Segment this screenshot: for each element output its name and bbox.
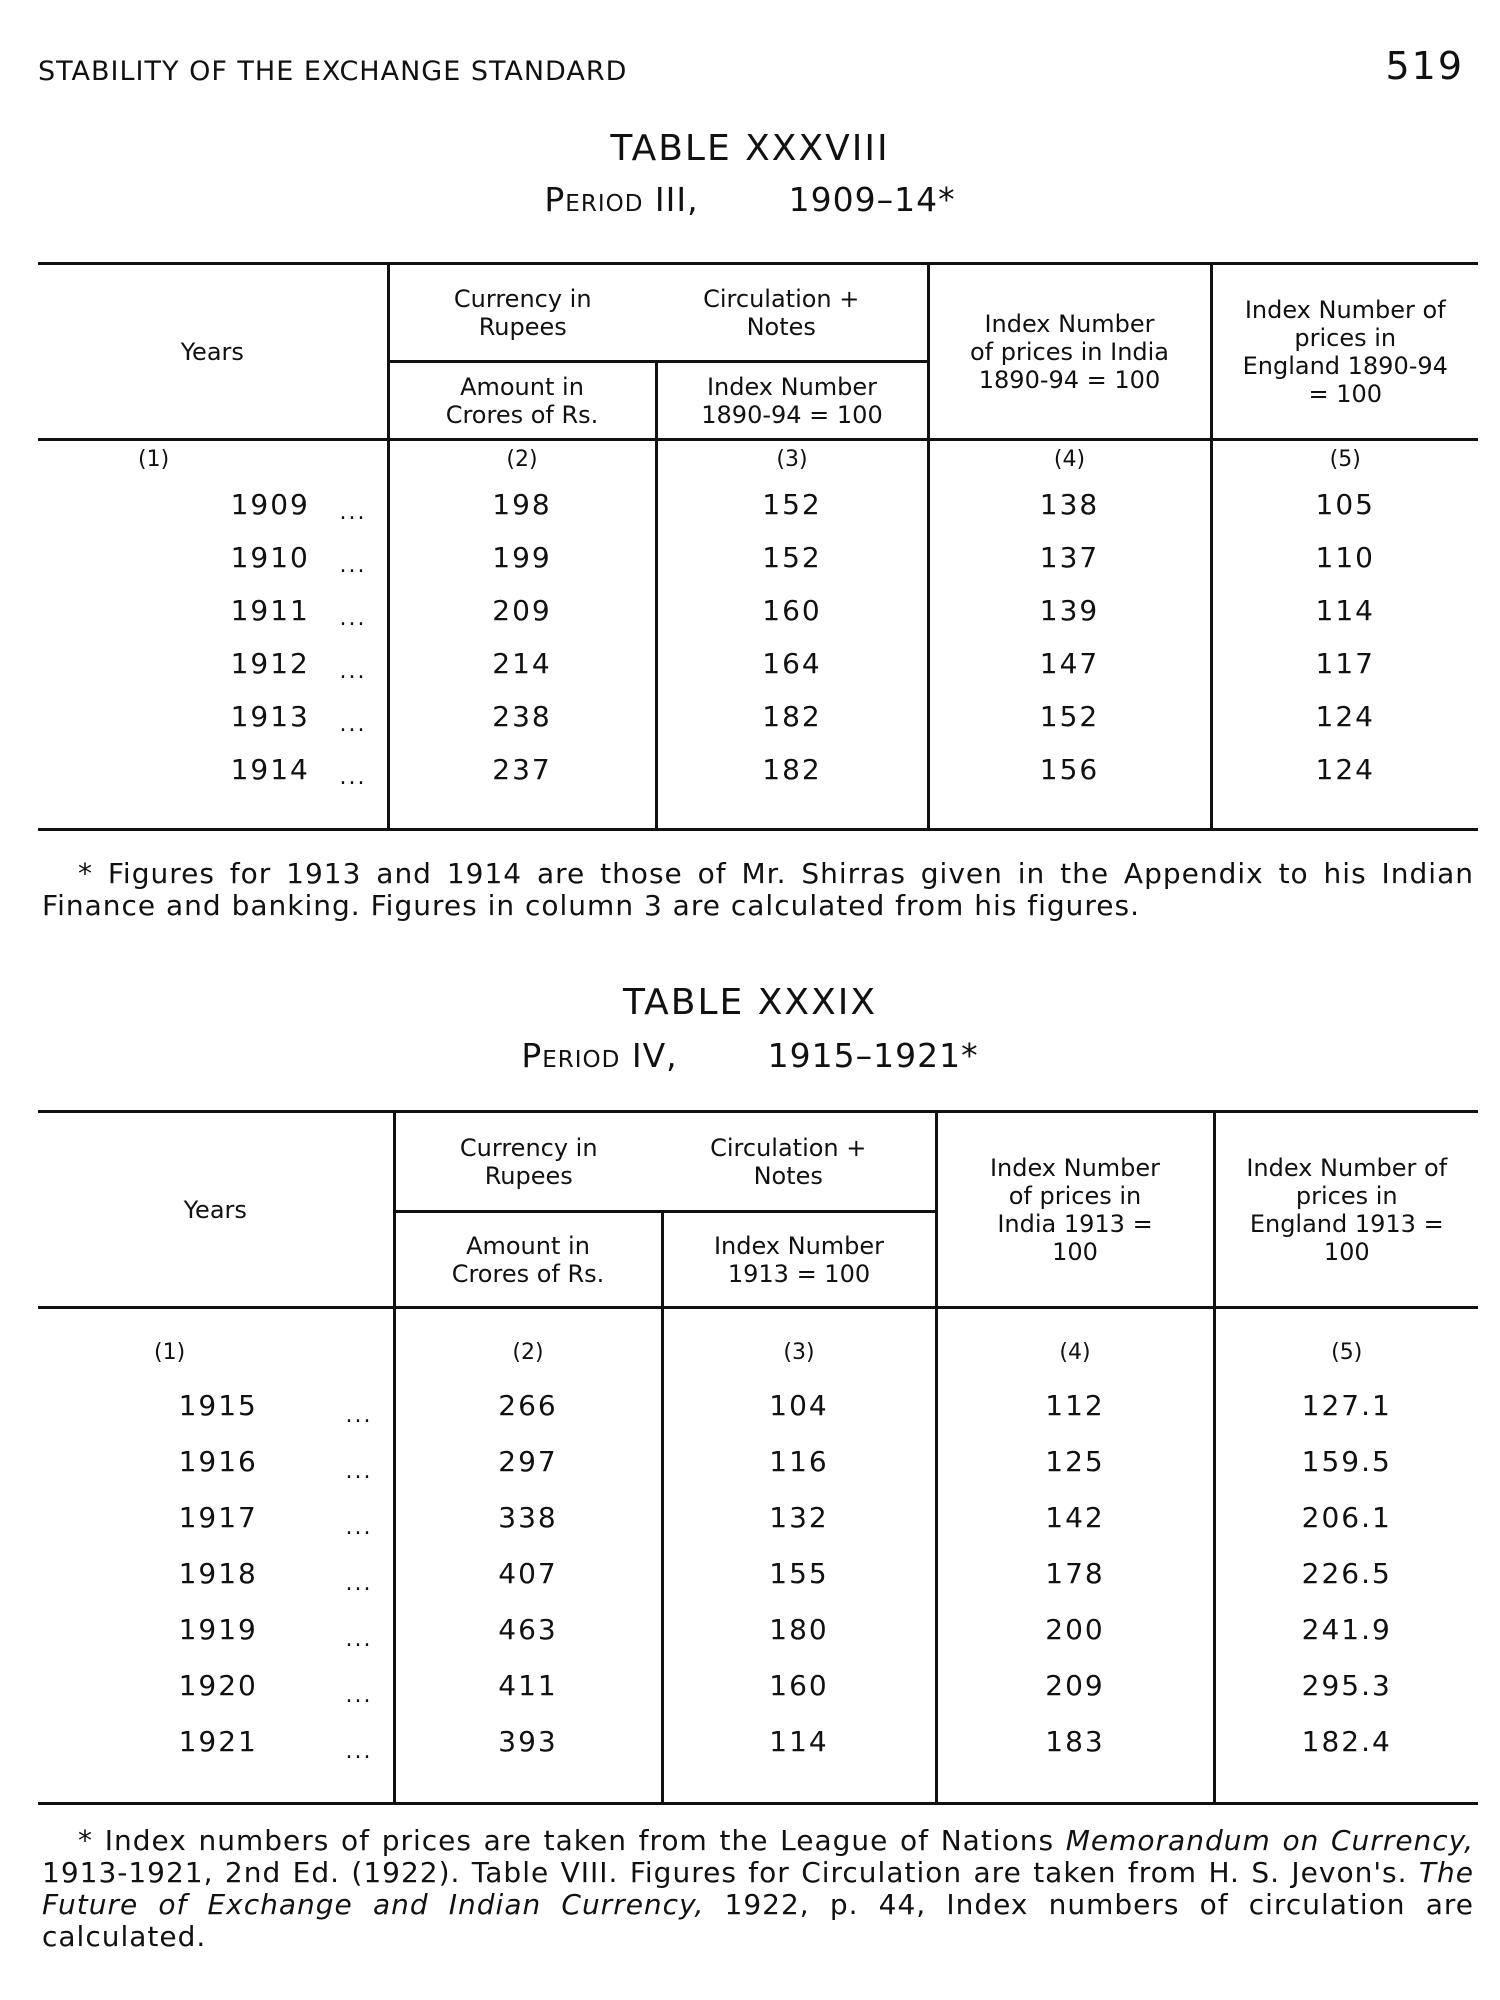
table1-header-england: Index Number of prices in England 1890-94 = 100 xyxy=(1211,264,1478,440)
table-row xyxy=(38,1434,1478,1490)
table2-index: 114 xyxy=(662,1714,936,1770)
table1-amount: 214 xyxy=(388,637,656,690)
table1-year: 1909 ... xyxy=(38,478,388,531)
table1-year: 1914 ... xyxy=(38,743,388,796)
table1-period-label: Period III, xyxy=(544,180,699,219)
table1-title: TABLE XXXVIII xyxy=(610,128,890,169)
table2-header-amount: Amount in Crores of Rs. xyxy=(394,1212,662,1308)
table-row xyxy=(38,690,1478,743)
table2-india: 183 xyxy=(936,1714,1214,1770)
table-row xyxy=(38,1490,1478,1546)
table2-period xyxy=(0,1036,1500,1075)
table2-colno-2: (2) xyxy=(394,1308,662,1378)
table1-india: 156 xyxy=(928,743,1211,796)
table2-colno-4: (4) xyxy=(936,1308,1214,1378)
table1-colno-3: (3) xyxy=(656,440,928,478)
table2-amount: 407 xyxy=(394,1546,662,1602)
table2-header-group-left: Currency in Rupees xyxy=(394,1112,662,1212)
table-row xyxy=(38,1378,1478,1434)
table2-year: 1921 ... xyxy=(38,1714,394,1770)
table1-amount: 238 xyxy=(388,690,656,743)
table2-index: 160 xyxy=(662,1658,936,1714)
table-row xyxy=(38,637,1478,690)
table1-england: 124 xyxy=(1315,699,1375,733)
table1-year: 1910 ... xyxy=(38,531,388,584)
table1-amount: 237 xyxy=(388,743,656,796)
table2-header-england: Index Number of prices in England 1913 = 100 xyxy=(1214,1112,1478,1308)
footnote-title: Memorandum on Currency, xyxy=(1065,1824,1474,1857)
table2-amount: 338 xyxy=(394,1490,662,1546)
table1-india: 147 xyxy=(928,637,1211,690)
table2-header-india: Index Number of prices in India 1913 = 100 xyxy=(936,1112,1214,1308)
table2-india: 200 xyxy=(936,1602,1214,1658)
table2-index: 132 xyxy=(662,1490,936,1546)
table2-india: 178 xyxy=(936,1546,1214,1602)
table2-title: TABLE XXXIX xyxy=(622,982,878,1023)
table1-india: 152 xyxy=(928,690,1211,743)
table1-england: 105 xyxy=(1315,487,1375,521)
footnote-title: The Future of Exchange and Indian Currency, xyxy=(42,1856,1474,1921)
table-row xyxy=(38,1602,1478,1658)
table2-year: 1917 ... xyxy=(38,1490,394,1546)
table2-header-index: Index Number 1913 = 100 xyxy=(662,1212,936,1308)
table2-year: 1918 ... xyxy=(38,1546,394,1602)
table1-india: 138 xyxy=(928,478,1211,531)
table2-england: 159.5 xyxy=(1301,1445,1392,1478)
table1-index: 152 xyxy=(656,531,928,584)
footnote-text: 1913-1921, 2nd Ed. (1922). Table VIII. Figures for Circulation are taken from H. S. Jevon's. xyxy=(42,1856,1419,1889)
table-row xyxy=(38,531,1478,584)
table1-india: 139 xyxy=(928,584,1211,637)
footnote-text: * Index numbers of prices are taken from the League of Nations xyxy=(78,1824,1066,1857)
table1-england: 124 xyxy=(1315,752,1375,786)
footnote-text: 1922, p. 44, Index numbers of circulation are calculated. xyxy=(42,1888,1474,1953)
table2-footnote xyxy=(42,1825,1474,1953)
table1-index: 152 xyxy=(656,478,928,531)
table2 xyxy=(38,1110,1478,1805)
table2-year: 1916 ... xyxy=(38,1434,394,1490)
table2-index: 155 xyxy=(662,1546,936,1602)
table2-england: 182.4 xyxy=(1301,1725,1392,1758)
table2-india: 142 xyxy=(936,1490,1214,1546)
table1-index: 182 xyxy=(656,690,928,743)
table2-colno-5: (5) xyxy=(1214,1308,1478,1378)
table2-period-label: Period IV, xyxy=(521,1036,678,1075)
table1-header-years: Years xyxy=(38,264,388,440)
table1-period-years: 1909–14* xyxy=(788,180,956,219)
table1-amount: 209 xyxy=(388,584,656,637)
running-head: STABILITY OF THE EXCHANGE STANDARD xyxy=(38,56,628,87)
table1-index: 160 xyxy=(656,584,928,637)
table2-england: 127.1 xyxy=(1301,1389,1392,1422)
table1-amount: 198 xyxy=(388,478,656,531)
table1-colno-1: (1) xyxy=(38,440,388,478)
table1-header-index: Index Number 1890-94 = 100 xyxy=(656,362,928,440)
table-row xyxy=(38,1658,1478,1714)
table1-year: 1912 ... xyxy=(38,637,388,690)
table2-index: 104 xyxy=(662,1378,936,1434)
table1-england: 114 xyxy=(1315,593,1375,627)
table-row xyxy=(38,584,1478,637)
table2-index: 116 xyxy=(662,1434,936,1490)
table1-year: 1913 ... xyxy=(38,690,388,743)
table2-india: 125 xyxy=(936,1434,1214,1490)
table2-year: 1915 ... xyxy=(38,1378,394,1434)
table1-header-group-right: Circulation + Notes xyxy=(656,264,928,362)
table1-colno-2: (2) xyxy=(388,440,656,478)
table2-header-years: Years xyxy=(38,1112,394,1308)
table1-header-group-left: Currency in Rupees xyxy=(388,264,656,362)
page-number: 519 xyxy=(1385,44,1464,88)
table1-india: 137 xyxy=(928,531,1211,584)
table1-england: 110 xyxy=(1315,540,1375,574)
table2-period-years: 1915–1921* xyxy=(767,1036,979,1075)
table2-amount: 266 xyxy=(394,1378,662,1434)
table2-england: 206.1 xyxy=(1301,1501,1392,1534)
table2-amount: 463 xyxy=(394,1602,662,1658)
table2-amount: 393 xyxy=(394,1714,662,1770)
table2-index: 180 xyxy=(662,1602,936,1658)
table2-england: 295.3 xyxy=(1301,1669,1392,1702)
table1 xyxy=(38,262,1478,831)
table2-amount: 297 xyxy=(394,1434,662,1490)
table2-year: 1919 ... xyxy=(38,1602,394,1658)
table1-index: 182 xyxy=(656,743,928,796)
table1-header-india: Index Number of prices in India 1890-94 = 100 xyxy=(928,264,1211,440)
table1-footnote: * Figures for 1913 and 1914 are those of Mr. Shirras given in the Appendix to his Indian Finance and banking. Figures in column 3 are calculated from his figures. xyxy=(42,857,1474,922)
table2-amount: 411 xyxy=(394,1658,662,1714)
table2-england: 226.5 xyxy=(1301,1557,1392,1590)
table-row xyxy=(38,743,1478,796)
table-row xyxy=(38,1546,1478,1602)
table2-india: 112 xyxy=(936,1378,1214,1434)
table2-year: 1920 ... xyxy=(38,1658,394,1714)
table1-colno-4: (4) xyxy=(928,440,1211,478)
table-row xyxy=(38,1714,1478,1770)
table2-colno-3: (3) xyxy=(662,1308,936,1378)
table2-colno-1: (1) xyxy=(38,1308,394,1378)
table1-period xyxy=(0,180,1500,219)
table1-year: 1911 ... xyxy=(38,584,388,637)
table-row xyxy=(38,478,1478,531)
table1-header-amount: Amount in Crores of Rs. xyxy=(388,362,656,440)
table2-header-group-right: Circulation + Notes xyxy=(662,1112,936,1212)
table1-england: 117 xyxy=(1315,646,1375,680)
table1-colno-5: (5) xyxy=(1211,440,1478,478)
table1-amount: 199 xyxy=(388,531,656,584)
table2-england: 241.9 xyxy=(1301,1613,1392,1646)
table1-index: 164 xyxy=(656,637,928,690)
table2-india: 209 xyxy=(936,1658,1214,1714)
